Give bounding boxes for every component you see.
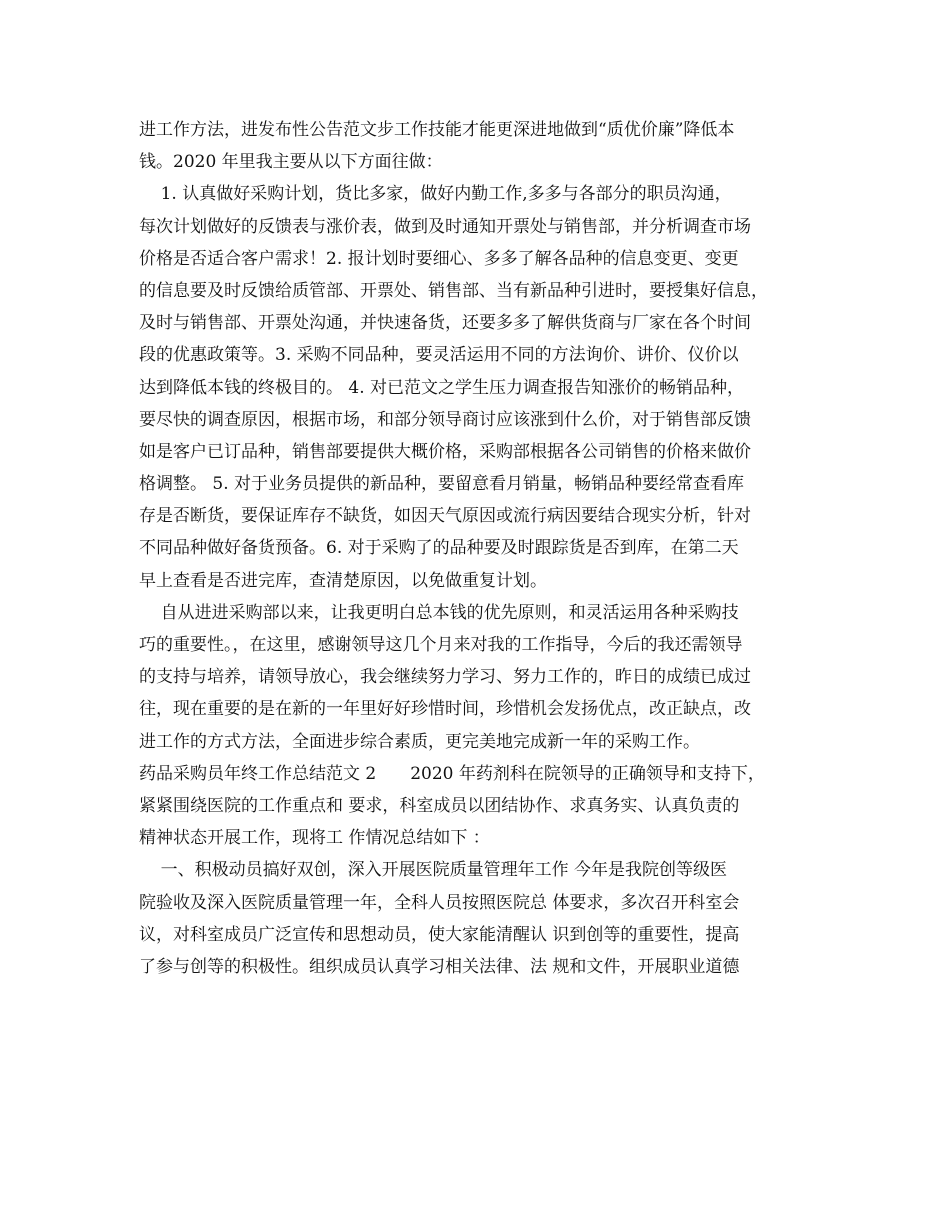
text-line: 每次计划做好的反馈表与涨价表，做到及时通知开票处与销售部，并分析调查市场 bbox=[139, 216, 751, 237]
text-line: 的支持与培养，请领导放心，我会继续努力学习、努力工作的，昨日的成绩已成过 bbox=[139, 667, 751, 688]
text-line: 巧的重要性。，在这里，感谢领导这几个月来对我的工作指导，今后的我还需领导 bbox=[139, 635, 743, 655]
text-line: 要尽快的调查原因，根据市场，和部分领导商讨应该涨到什么价，对于销售部反馈 bbox=[139, 409, 751, 430]
text-line: 进工作方法，进发布性公告范文步工作技能才能更深进地做到“质优价廉”降低本 bbox=[139, 120, 735, 140]
text-line: 药品采购员年终工作总结范文 2 2020 年药剂科在院领导的正确领导和支持下， bbox=[139, 763, 765, 784]
text-line: 的信息要及时反馈给质管部、开票处、销售部、当有新品种引进时，要授集好信息， bbox=[139, 280, 768, 301]
text-line: 1. 认真做好采购计划，货比多家，做好内勤工作,多多与各部分的职员沟通， bbox=[139, 184, 732, 205]
text-line: 如是客户已订品种，销售部要提供大概价格，采购部根据各公司销售的价格来做价 bbox=[139, 441, 751, 462]
text-line: 格调整。 5. 对于业务员提供的新品种，要留意看月销量，畅销品种要经常查看库 bbox=[139, 474, 745, 495]
text-line: 价格是否适合客户需求！2. 报计划时要细心、多多了解各品种的信息变更、变更 bbox=[139, 248, 739, 269]
text-line: 及时与销售部、开票处沟通，并快速备货，还要多多了解供货商与厂家在各个时间 bbox=[139, 313, 751, 334]
text-line: 不同品种做好备货预备。6. 对于采购了的品种要及时跟踪货是否到库，在第二天 bbox=[139, 538, 739, 559]
text-line: 早上查看是否进完库，查清楚原因，以免做重复计划。 bbox=[139, 570, 547, 591]
text-line: 紧紧围绕医院的工作重点和 要求，科室成员以团结协作、求真务实、认真负责的 bbox=[139, 795, 740, 816]
text-line: 往，现在重要的是在新的一年里好好珍惜时间，珍惜机会发扬优点，改正缺点，改 bbox=[139, 699, 751, 720]
text-line: 钱。2020 年里我主要从以下方面往做： bbox=[139, 152, 443, 173]
text-line: 了参与创等的积极性。组织成员认真学习相关法律、法 规和文件，开展职业道德 bbox=[139, 956, 740, 977]
text-line: 议，对科室成员广泛宣传和思想动员，使大家能清醒认 识到创等的重要性，提高 bbox=[139, 924, 740, 945]
text-line: 段的优惠政策等。3. 采购不同品种，要灵活运用不同的方法询价、讲价、仪价以 bbox=[139, 345, 739, 366]
text-line: 进工作的方式方法，全面进步综合素质，更完美地完成新一年的采购工作。 bbox=[139, 731, 700, 752]
text-line: 自从进进采购部以来，让我更明白总本钱的优先原则，和灵活运用各种采购技 bbox=[139, 602, 739, 623]
text-line: 存是否断货，要保证库存不缺货，如因天气原因或流行病因要结合现实分析，针对 bbox=[139, 506, 751, 527]
document-body bbox=[139, 114, 829, 983]
text-line: 一、积极动员搞好双创，深入开展医院质量管理年工作 今年是我院创等级医 bbox=[139, 860, 728, 881]
text-line: 院验收及深入医院质量管理一年，全科人员按照医院总 体要求，多次召开科室会 bbox=[139, 892, 740, 913]
text-line: 达到降低本钱的终极目的。 4. 对已范文之学生压力调查报告知涨价的畅销品种， bbox=[139, 377, 745, 398]
text-line: 精神状态开展工作，现将工 作情况总结如下 ： bbox=[139, 828, 490, 849]
